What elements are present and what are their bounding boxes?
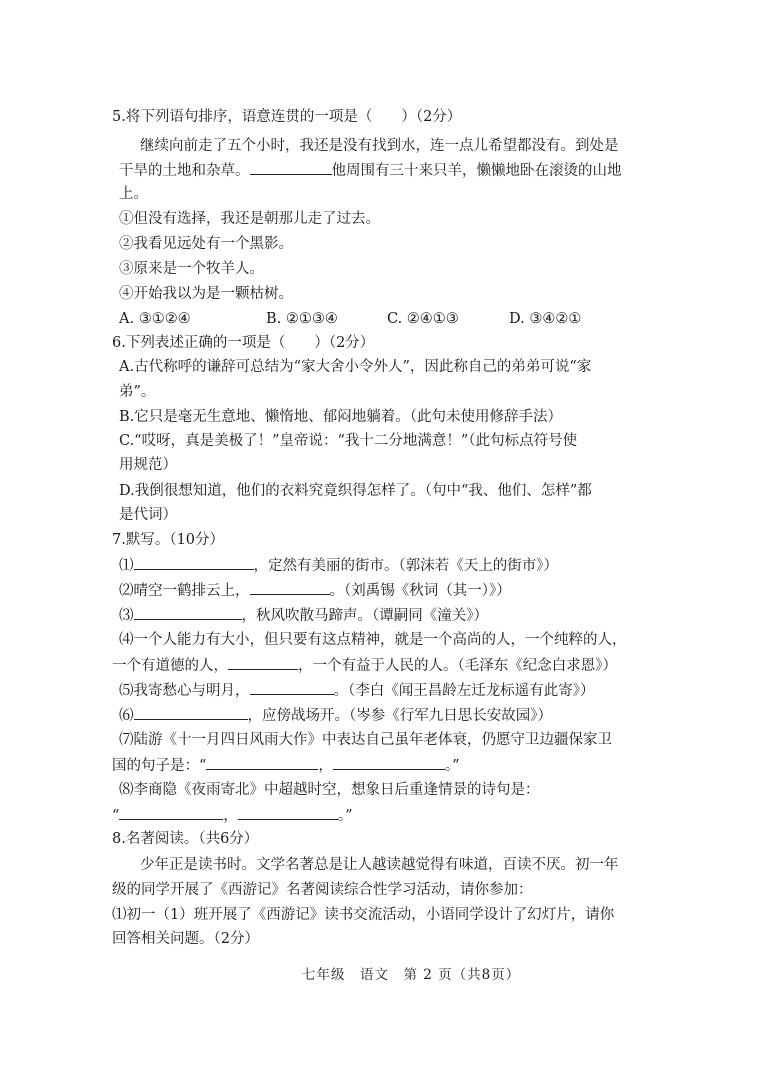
q6-stem: 6.下列表述正确的一项是（ ）（2分）	[112, 335, 375, 351]
q7-blank-3[interactable]	[134, 605, 242, 620]
q8-sub1-line-2: 回答相关问题。（2分）	[112, 931, 259, 947]
q7-item-5: ⑸我寄愁心与明月， 。（李白《闻王昌龄左迁龙标遥有此寄》）	[119, 680, 595, 701]
q6-option-b: B.它只是毫无生意地、懒惰地、郁闷地躺着。（此句未使用修辞手法）	[119, 409, 563, 425]
q6-option-c-line-2: 用规范）	[119, 457, 177, 473]
q5-option-a: A. ③①②④	[119, 311, 191, 327]
q7-blank-6[interactable]	[134, 705, 248, 720]
q5-sentence-4: ④开始我以为是一颗枯树。	[119, 286, 293, 302]
q7-item-3: ⑶ ，秋风吹散马蹄声。（谭嗣同《潼关》）	[119, 605, 488, 626]
q7-stem: 7.默写。（10分）	[112, 532, 225, 548]
q7-item-4-line-1: ⑷一个人能力有大小，但只要有这点精神，就是一个高尚的人，一个纯粹的人，	[119, 632, 627, 648]
q6-option-a-line-2: 弟”。	[119, 384, 156, 400]
q7-item-8-line-2: “ ， 。”	[112, 805, 353, 826]
q7-item-4-line-2: 一个有道德的人， ，一个有益于人民的人。（毛泽东《纪念白求恩》）	[112, 655, 617, 676]
q5-sentence-3: ③原来是一个牧羊人。	[119, 261, 264, 277]
q6-option-d-line-1: D.我倒很想知道，他们的衣料究竟织得怎样了。（句中“我、他们、怎样”都	[119, 483, 592, 499]
q5-sentence-1: ①但没有选择，我还是朝那儿走了过去。	[119, 211, 380, 227]
q6-option-d-line-2: 是代词）	[119, 507, 177, 523]
q5-passage-line-1: 继续向前走了五个小时，我还是没有找到水，连一点儿希望都没有。到处是	[140, 138, 619, 154]
q7-item-1: ⑴ ，定然有美丽的街市。（郭沫若《天上的街市》）	[119, 555, 558, 576]
q7-item-6: ⑹ ，应傍战场开。（岑参《行军九日思长安故园》）	[119, 705, 552, 726]
q7-blank-8b[interactable]	[238, 805, 338, 820]
q8-intro-line-2: 级的同学开展了《西游记》名著阅读综合性学习活动，请你参加：	[112, 882, 533, 898]
q5-stem: 5.将下列语句排序，语意连贯的一项是（ ）（2分）	[112, 109, 462, 125]
page-footer: 七年级 语文 第 2 页（共8页）	[302, 967, 521, 983]
q8-intro-line-1: 少年正是读书时。文学名著总是让人越读越觉得有味道，百读不厌。初一年	[140, 857, 619, 873]
q8-stem: 8.名著阅读。（共6分）	[112, 831, 259, 847]
q5-passage-line-3: 上。	[119, 186, 148, 202]
q7-item-2: ⑵晴空一鹤排云上， 。（刘禹锡《秋词（其一）》）	[119, 580, 511, 601]
q7-item-7-line-1: ⑺陆游《十一月四日风雨大作》中表达自己虽年老体衰，仍愿守卫边疆保家卫	[119, 732, 612, 748]
q7-item-7-line-2: 国的句子是：“ ， 。”	[112, 755, 460, 776]
q7-blank-5[interactable]	[250, 680, 334, 695]
q5-answer-blank[interactable]	[250, 160, 332, 175]
q7-item-8-line-1: ⑻李商隐《夜雨寄北》中超越时空，想象日后重逢情景的诗句是：	[119, 782, 540, 798]
q5-option-b: B. ②①③④	[266, 311, 338, 327]
q5-sentence-2: ②我看见远处有一个黑影。	[119, 236, 293, 252]
q6-option-a-line-1: A.古代称呼的谦辞可总结为“家大舍小令外人”，因此称自己的弟弟可说“家	[119, 359, 592, 375]
q7-blank-4[interactable]	[228, 655, 298, 670]
q5-option-d: D. ③④②①	[509, 311, 582, 327]
q7-blank-8a[interactable]	[119, 805, 223, 820]
q5-option-c: C. ②④①③	[387, 311, 459, 327]
q7-blank-2[interactable]	[250, 580, 330, 595]
q7-blank-7b[interactable]	[333, 755, 445, 770]
q7-blank-1[interactable]	[134, 555, 254, 570]
q7-blank-7a[interactable]	[206, 755, 318, 770]
q6-option-c-line-1: C.“哎呀，真是美极了！”皇帝说：“我十二分地满意！”（此句标点符号使	[119, 433, 578, 449]
q8-sub1-line-1: ⑴初一（1）班开展了《西游记》读书交流活动，小语同学设计了幻灯片，请你	[112, 907, 615, 923]
q5-passage-line-2: 干旱的土地和杂草。 他周围有三十来只羊，懒懒地卧在滚烫的山地	[119, 160, 622, 181]
